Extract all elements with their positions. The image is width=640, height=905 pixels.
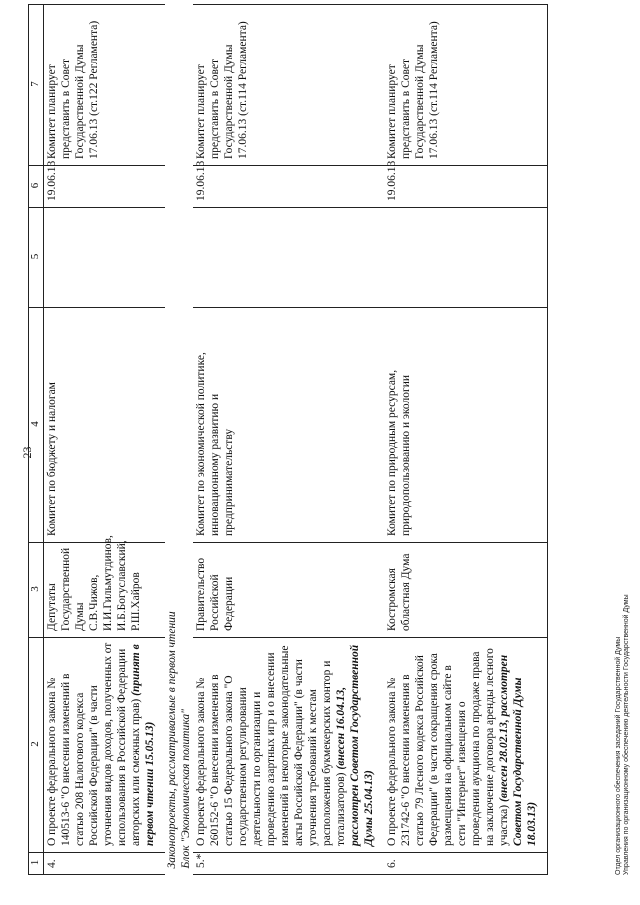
column-header: 4	[29, 308, 44, 543]
column-header: 3	[29, 543, 44, 638]
table-header-row	[29, 5, 44, 875]
column-header: 1	[29, 853, 44, 875]
column-header: 5	[29, 208, 44, 308]
column-5-cell	[193, 208, 384, 308]
status-cell: Комитет планирует представить в Совет Государственной Думы 17.06.13 (ст.114 Регламента)	[384, 5, 548, 166]
table-row	[193, 5, 384, 875]
column-header: 6	[29, 166, 44, 208]
item-number: 5.*	[193, 853, 384, 875]
page-footer	[615, 594, 631, 875]
bill-title: О проекте федерального закона № 260152-6 "О внесении изменения в статью 15 Федерального закона "О государственном регулировании деятельности по организации и проведению азартных игр и о внесении изменений в некоторые законодательные акты Российской Федерации" (в части уточнения требований к местам расположения букмекерских контор и тотализаторов)	[195, 645, 347, 846]
date-cell: 19.06.13	[193, 166, 384, 208]
bill-title: О проекте федерального закона № 231742-6 "О внесении изменения в статью 79 Лесного кодекса Российской Федерации" (в части сокращения срока размещения на официальном сайте в сети "Интернет" извещения о проведении аукциона по продаже права на заключение договора аренды лесного участка)	[386, 648, 510, 846]
agenda-table	[28, 4, 548, 875]
item-number: 6.	[384, 853, 548, 875]
responsible-committee: Комитет по экономической политике, инновационному развитию и предпринимательству	[193, 308, 384, 543]
column-header: 2	[29, 638, 44, 853]
column-5-cell	[384, 208, 548, 308]
section-heading: Законопроекты, рассматриваемые в первом чтении	[166, 611, 178, 869]
bill-author: Правительство Российской Федерации	[193, 543, 384, 638]
bill-note: (принят в первом чтении 15.05.13)	[130, 644, 156, 846]
date-cell: 19.06.13	[44, 166, 166, 208]
date-cell: 19.06.13	[384, 166, 548, 208]
bill-description	[193, 638, 384, 853]
bill-author: Костромская областная Дума	[384, 543, 548, 638]
footer-line: Отдел организационного обеспечения заседаний Государственной Думы	[615, 636, 622, 875]
footer-line: Управления по организационному обеспечению деятельности Государственной Думы	[623, 594, 630, 875]
status-cell: Комитет планирует представить в Совет Государственной Думы 17.06.13 (ст.122 Регламента)	[44, 5, 166, 166]
status-cell: Комитет планирует представить в Совет Государственной Думы 17.06.13 (ст.114 Регламента)	[193, 5, 384, 166]
block-heading-row	[179, 5, 193, 875]
table-row	[384, 5, 548, 875]
table-row	[44, 5, 166, 875]
responsible-committee: Комитет по природным ресурсам, природопользованию и экологии	[384, 308, 548, 543]
bill-title: О проекте федерального закона № 140513-6 "О внесении изменений в статью 208 Налогового кодекса Российской Федерации" (в части уточнения видов доходов, полученных от использования в Российской Федерации авторских или смежных прав)	[46, 642, 142, 846]
bill-description	[44, 638, 166, 853]
bill-note: (внесен 28.02.13, рассмотрен Советом Государственной Думы 18.03.13)	[498, 654, 538, 846]
bill-note: (внесен 16.04.13, рассмотрен Советом Государственной Думы 25.04.13)	[335, 644, 375, 846]
column-5-cell	[44, 208, 166, 308]
section-heading-row	[165, 5, 179, 875]
responsible-committee: Комитет по бюджету и налогам	[44, 308, 166, 543]
block-heading: Блок "Экономическая политика"	[180, 709, 192, 869]
item-number: 4.	[44, 853, 166, 875]
bill-description	[384, 638, 548, 853]
page-number: 23	[20, 446, 34, 459]
column-header: 7	[29, 5, 44, 166]
bill-author: Депутаты Государственной Думы С.В.Чижов, И.И.Гильмутдинов, И.Б.Богуславский, Р.Ш.Хайров	[44, 543, 166, 638]
